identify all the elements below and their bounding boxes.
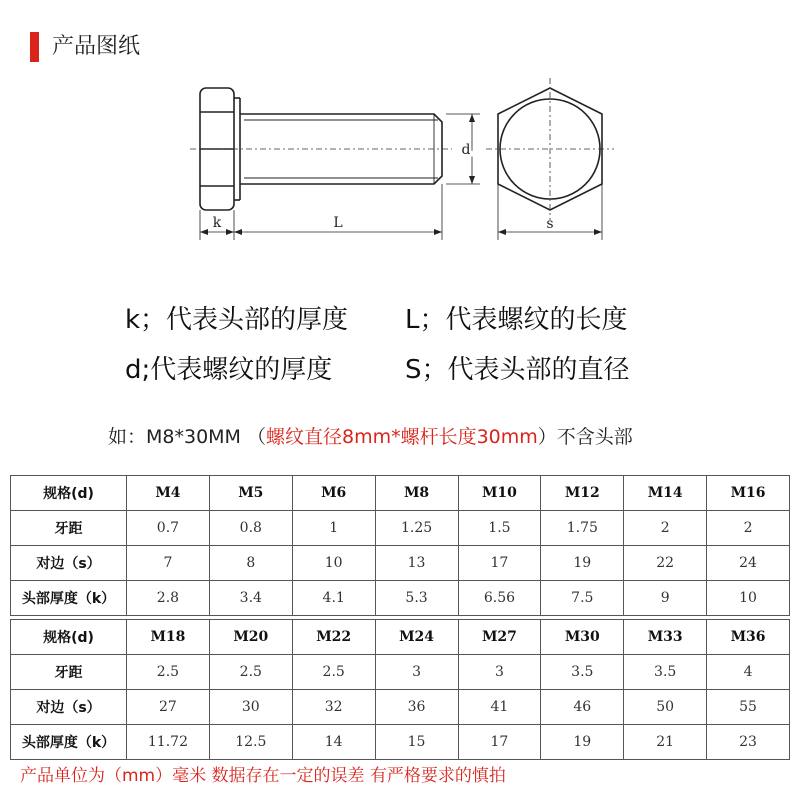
table-cell: 7.5 [541,581,624,616]
table-cell: M8 [375,476,458,511]
row-label: 牙距 [11,655,127,690]
legend-row-2 [125,354,630,386]
table-header-row [11,476,790,511]
table-row [11,581,790,616]
example-highlight: 螺纹直径8mm*螺杆长度30mm [265,426,538,448]
row-label: 对边（s） [11,546,127,581]
table-cell: M4 [127,476,210,511]
table-cell: 15 [375,725,458,760]
row-label: 规格(d) [11,620,127,655]
table-cell: 3.5 [624,655,707,690]
table-cell: 30 [209,690,292,725]
table-cell: 17 [458,725,541,760]
legend-L: L；代表螺纹的长度 [405,305,628,335]
legend-row-1 [125,304,628,336]
table-cell: M24 [375,620,458,655]
table-cell: M30 [541,620,624,655]
header-accent-bar [30,32,39,62]
table-cell: M27 [458,620,541,655]
table-cell: 2.5 [127,655,210,690]
table-row [11,655,790,690]
table-cell: M12 [541,476,624,511]
page-title: 产品图纸 [52,34,141,59]
table-cell: 0.7 [127,511,210,546]
table-cell: M18 [127,620,210,655]
spec-table-m18-m36 [10,619,790,760]
dimension-label-L: L [333,215,343,231]
table-cell: 2 [624,511,707,546]
table-cell: 9 [624,581,707,616]
table-cell: 4 [707,655,790,690]
example-suffix: ）不含头部 [537,426,633,448]
spec-table-m4-m16 [10,475,790,616]
table-cell: 3.5 [541,655,624,690]
table-cell: 5.3 [375,581,458,616]
table-cell: 36 [375,690,458,725]
table-cell: M16 [707,476,790,511]
table-cell: 7 [127,546,210,581]
table-cell: 6.56 [458,581,541,616]
table-cell: M20 [209,620,292,655]
table-cell: 19 [541,546,624,581]
table-cell: M14 [624,476,707,511]
table-cell: 2.8 [127,581,210,616]
dimension-label-d: d [461,142,471,158]
row-label: 规格(d) [11,476,127,511]
table-cell: 50 [624,690,707,725]
table-cell: 1.75 [541,511,624,546]
table-cell: 41 [458,690,541,725]
table-cell: 17 [458,546,541,581]
row-label: 对边（s） [11,690,127,725]
table-header-row [11,620,790,655]
bolt-technical-drawing [180,70,620,245]
table-cell: 1 [292,511,375,546]
table-cell: M36 [707,620,790,655]
table-cell: 3 [375,655,458,690]
table-cell: M10 [458,476,541,511]
table-row [11,546,790,581]
footer-note: 产品单位为（mm）毫米 数据存在一定的误差 有严格要求的慎拍 [20,766,506,786]
table-cell: 3.4 [209,581,292,616]
table-cell: 46 [541,690,624,725]
table-cell: M22 [292,620,375,655]
table-cell: 0.8 [209,511,292,546]
example-note [108,423,633,451]
table-cell: 2.5 [209,655,292,690]
table-cell: 14 [292,725,375,760]
row-label: 头部厚度（k） [11,725,127,760]
row-label: 牙距 [11,511,127,546]
table-cell: 23 [707,725,790,760]
table-cell: 10 [292,546,375,581]
dimension-label-k: k [212,215,222,231]
table-row [11,690,790,725]
table-cell: 8 [209,546,292,581]
table-cell: 12.5 [209,725,292,760]
table-cell: 32 [292,690,375,725]
legend-s: S；代表头部的直径 [405,355,630,385]
table-cell: 55 [707,690,790,725]
table-cell: 11.72 [127,725,210,760]
table-row [11,511,790,546]
table-cell: 21 [624,725,707,760]
legend-d: d;代表螺纹的厚度 [125,355,333,385]
table-cell: 2 [707,511,790,546]
table-cell: 1.5 [458,511,541,546]
table-cell: 19 [541,725,624,760]
table-cell: 10 [707,581,790,616]
table-cell: 22 [624,546,707,581]
table-row [11,725,790,760]
table-cell: 3 [458,655,541,690]
table-cell: 24 [707,546,790,581]
table-cell: 1.25 [375,511,458,546]
table-cell: M5 [209,476,292,511]
legend-k: k；代表头部的厚度 [125,305,349,335]
table-cell: 2.5 [292,655,375,690]
table-cell: M6 [292,476,375,511]
example-prefix: 如：M8*30MM （ [108,426,266,448]
table-cell: M33 [624,620,707,655]
table-cell: 27 [127,690,210,725]
dimension-label-s: s [546,216,554,232]
table-cell: 13 [375,546,458,581]
row-label: 头部厚度（k） [11,581,127,616]
table-cell: 4.1 [292,581,375,616]
